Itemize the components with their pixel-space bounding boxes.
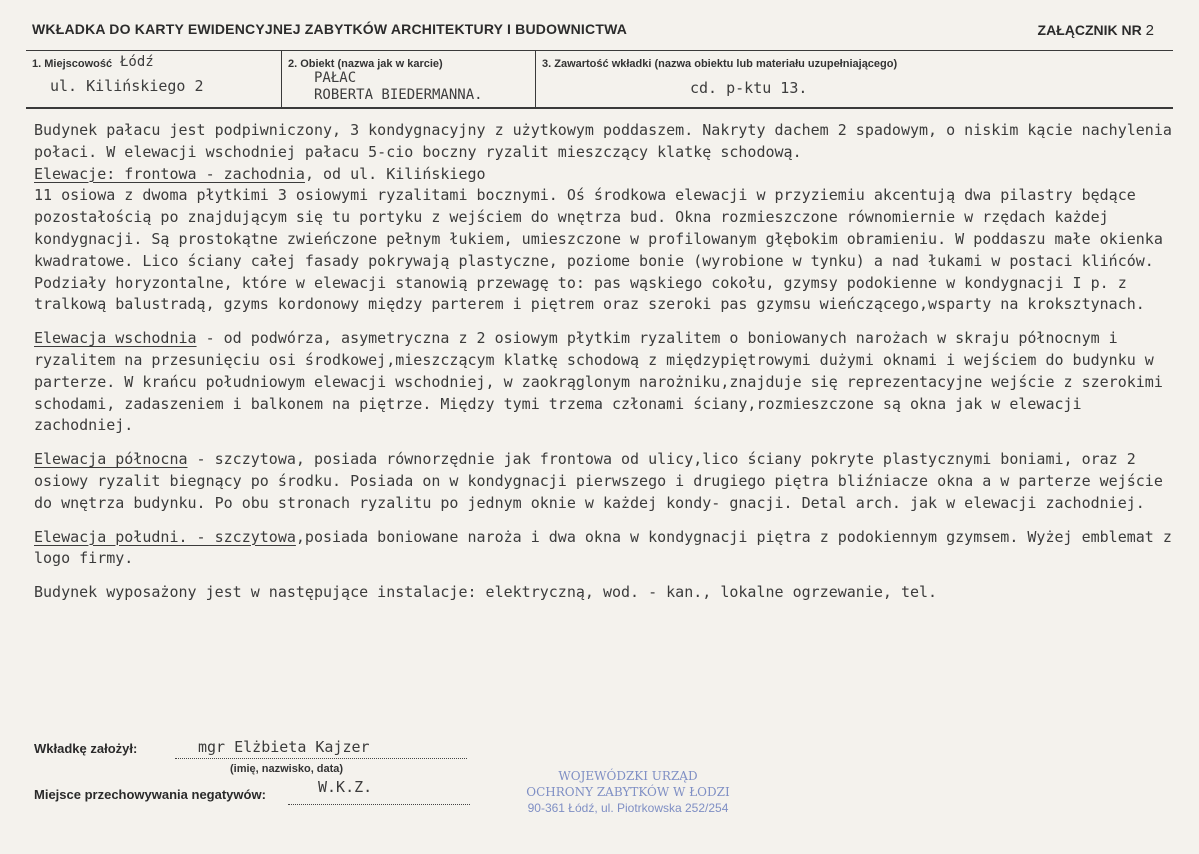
author-value: mgr Elżbieta Kajzer (198, 738, 370, 756)
author-note: (imię, nazwisko, data) (230, 763, 344, 775)
text-west-facade: 11 osiowa z dwoma płytkimi 3 osiowymi ryzalitami bocznymi. Oś środkowa elewacji w przyziemiu akcentują dwa pilastry będące pozostałością po znajdującym się tu portyku z wejściem do wnętrza bud. Okna rozmieszczone równomiernie w rzędach każdej kondygnacji. Są prostokątne zwieńczone pełnym łukiem, umieszczone w profilowanym głębokim obramieniu. W poddaszu małe okienka kwadratowe. Lico ściany całej fasady pokrywają plastyczne, poziome bonie (wyrobione w tynku) a nad łukami w postaci klińców. Podziały horyzontalne, które w elewacji stanowią przewagę to: pas wąskiego cokołu, gzymsy podokienne w kondygnacji I p. z tralkową balustradą, gzyms kordonowy między parterem i piętrem oraz szeroki pas gzymsu wieńczącego,wsparty na kroksztynach. (34, 186, 1163, 314)
object-label: 2. Obiekt (nazwa jak w karcie) (288, 58, 443, 70)
text-north-facade: - szczytowa, posiada równorzędnie jak frontowa od ulicy,lico ściany pokryte plastycznymi boniami, oraz 2 osiowy ryzalit biegnący po środku. Posiada on w kondygnacji pierwszego i drugiego piętra bliźniacze okna a w parterze wejście do wnętrza budynku. Po obu stronach ryzalitu po jednym oknie w każdej kondy- gnacji. Detal arch. jak w elewacji zachodniej. (34, 450, 1163, 512)
paragraph-installations: Budynek wyposażony jest w następujące instalacje: elektryczną, wod. - kan., lokalne ogrzewanie, tel. (34, 583, 938, 602)
paragraph-south-facade (34, 527, 1184, 571)
negatives-dotted-line (288, 804, 470, 805)
negatives-label: Miejsce przechowywania negatywów: (34, 787, 266, 802)
box-divider-2 (535, 50, 536, 107)
description-body (34, 120, 1184, 604)
location-label: 1. Miejscowość (32, 58, 113, 70)
object-name-line1: PAŁAC (314, 70, 357, 86)
text-south-facade: ,posiada boniowane naroża i dwa okna w kondygnacji piętra z podokiennym gzymsem. Wyżej emblemat z logo firmy. (34, 527, 1172, 568)
location-address: ul. Kilińskiego 2 (50, 77, 204, 95)
paragraph-general: Budynek pałacu jest podpiwniczony, 3 kondygnacyjny z użytkowym poddaszem. Nakryty dachem 2 spadowym, o niskim kącie nachylenia połaci. W elewacji wschodniej pałacu 5-cio boczny ryzalit mieszczący klatkę schodową. (34, 121, 1172, 161)
paragraph-north-facade (34, 449, 1184, 514)
stamp-line3: 90-361 Łódź, ul. Piotrkowska 252/254 (527, 801, 729, 815)
paragraph-west-facade (34, 164, 1184, 317)
office-stamp (518, 768, 738, 816)
document-title: WKŁADKA DO KARTY EWIDENCYJNEJ ZABYTKÓW ARCHITEKTURY I BUDOWNICTWA (32, 21, 628, 37)
location-city: Łódź (120, 54, 154, 70)
heading-north-facade: Elewacja północna (34, 450, 188, 469)
stamp-line1: WOJEWÓDZKI URZĄD (558, 769, 698, 783)
content-value: cd. p-ktu 13. (690, 79, 808, 97)
heading-west-facade: Elewacje: frontowa - zachodnia (34, 164, 305, 183)
stamp-line2: OCHRONY ZABYTKÓW W ŁODZI (526, 785, 730, 799)
author-dotted-line (175, 758, 467, 759)
box-bottom-rule (26, 107, 1173, 109)
heading-west-facade-rest: , od ul. Kilińskiego (304, 164, 486, 183)
annex-label-text: ZAŁĄCZNIK NR (1037, 22, 1142, 38)
object-name-line2: ROBERTA BIEDERMANNA. (314, 87, 483, 103)
annex-label (1038, 22, 1154, 39)
negatives-value: W.K.Z. (318, 778, 373, 796)
author-label: Wkładkę założył: (34, 741, 138, 756)
content-label: 3. Zawartość wkładki (nazwa obiektu lub materiału uzupełniającego) (542, 58, 898, 70)
annex-number: 2 (1145, 22, 1154, 39)
text-east-facade: - od podwórza, asymetryczna z 2 osiowym płytkim ryzalitem o boniowanych narożach w skraju północnym i ryzalitem na przesunięciu osi środkowej,mieszczącym klatkę schodową z międzypiętrowymi dużymi oknami i wejściem do budynku w parterze. W krańcu południowym elewacji wschodniej, w zaokrąglonym narożniku,znajduje się reprezentacyjne wejście z szerokimi schodami, zadaszeniem i balkonem na piętrze. Między tymi trzema członami ściany,rozmieszczone są okna jak w elewacji zachodniej. (34, 329, 1163, 435)
box-divider-1 (281, 50, 282, 107)
heading-east-facade: Elewacja wschodnia (34, 329, 197, 348)
top-rule (26, 50, 1173, 51)
heading-south-facade: Elewacja południ. - szczytowa (34, 527, 296, 546)
paragraph-east-facade (34, 328, 1184, 437)
